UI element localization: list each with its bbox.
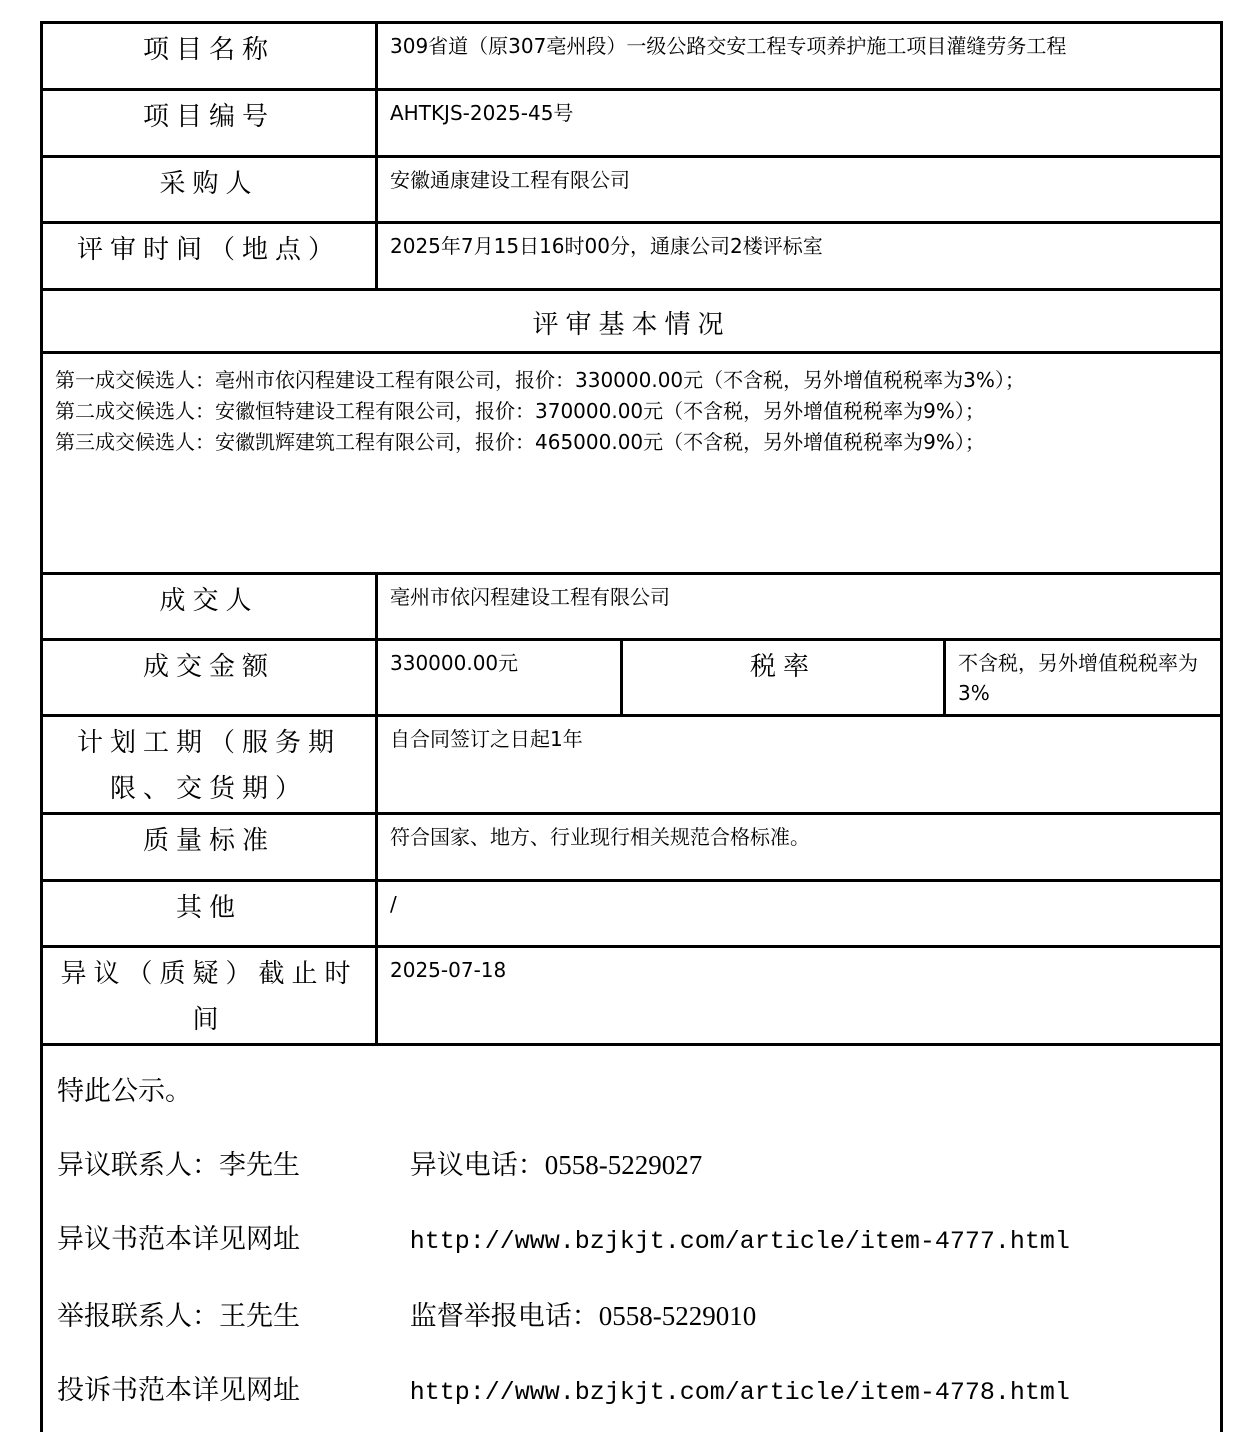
row-quality-standard (42, 814, 1222, 881)
objection-contact-line (57, 1148, 1206, 1182)
label-quality-standard: 质量标准 (42, 814, 377, 881)
row-project-number (42, 90, 1222, 157)
row-duration (42, 716, 1222, 814)
label-review-time-place: 评审时间（地点） (42, 223, 377, 290)
value-project-name: 309省道（原307亳州段）一级公路交安工程专项养护施工项目灌缝劳务工程 (377, 23, 1222, 90)
label-objection-deadline: 异议（质疑）截止时间 (42, 947, 377, 1045)
label-project-name: 项目名称 (42, 23, 377, 90)
objection-template-url: http://www.bzjkjt.com/article/item-4777.html (409, 1227, 1070, 1256)
candidate-first: 第一成交候选人：亳州市依闪程建设工程有限公司，报价：330000.00元（不含税，另外增值税税率为3%）； (55, 368, 1025, 392)
value-other: / (377, 881, 1222, 947)
row-objection-deadline (42, 947, 1222, 1045)
public-notice-text: 特此公示。 (57, 1076, 192, 1106)
award-result-table (40, 21, 1223, 1432)
label-awardee: 成交人 (42, 574, 377, 640)
row-project-name (42, 23, 1222, 90)
objection-template-line (57, 1222, 1206, 1259)
value-quality-standard: 符合国家、地方、行业现行相关规范合格标准。 (377, 814, 1222, 881)
section-header-review-basics: 评审基本情况 (42, 290, 1222, 353)
complaint-template-line (57, 1373, 1206, 1410)
value-tax-rate: 不含税，另外增值税税率为3% (945, 640, 1222, 716)
objection-phone: 异议电话：0558-5229027 (409, 1150, 703, 1180)
label-purchaser: 采购人 (42, 157, 377, 223)
row-review-time-place (42, 223, 1222, 290)
label-duration: 计划工期（服务期限、交货期） (42, 716, 377, 814)
label-other: 其他 (42, 881, 377, 947)
value-project-number: AHTKJS-2025-45号 (377, 90, 1222, 157)
row-other (42, 881, 1222, 947)
complaint-template-url: http://www.bzjkjt.com/article/item-4778.html (409, 1378, 1070, 1407)
footer-cell (42, 1045, 1222, 1432)
report-phone: 监督举报电话：0558-5229010 (409, 1301, 757, 1331)
row-purchaser (42, 157, 1222, 223)
candidates-cell (42, 353, 1222, 574)
row-award-amount (42, 640, 1222, 716)
value-awardee: 亳州市依闪程建设工程有限公司 (377, 574, 1222, 640)
complaint-template-label: 投诉书范本详见网址 (57, 1375, 300, 1405)
report-contact-line (57, 1299, 1206, 1333)
objection-contact-person: 异议联系人：李先生 (57, 1150, 300, 1180)
value-review-time-place: 2025年7月15日16时00分，通康公司2楼评标室 (377, 223, 1222, 290)
label-project-number: 项目编号 (42, 90, 377, 157)
candidate-third: 第三成交候选人：安徽凯辉建筑工程有限公司，报价：465000.00元（不含税，另外增值税税率为9%）； (55, 430, 985, 454)
label-award-amount: 成交金额 (42, 640, 377, 716)
row-awardee (42, 574, 1222, 640)
report-contact-person: 举报联系人：王先生 (57, 1301, 300, 1331)
value-award-amount: 330000.00元 (377, 640, 622, 716)
value-purchaser: 安徽通康建设工程有限公司 (377, 157, 1222, 223)
row-footer (42, 1045, 1222, 1432)
value-objection-deadline: 2025-07-18 (377, 947, 1222, 1045)
value-duration: 自合同签订之日起1年 (377, 716, 1222, 814)
candidate-second: 第二成交候选人：安徽恒特建设工程有限公司，报价：370000.00元（不含税，另外增值税税率为9%）； (55, 399, 985, 423)
label-tax-rate: 税率 (622, 640, 945, 716)
objection-template-label: 异议书范本详见网址 (57, 1224, 300, 1254)
row-section-header (42, 290, 1222, 353)
row-candidates (42, 353, 1222, 574)
